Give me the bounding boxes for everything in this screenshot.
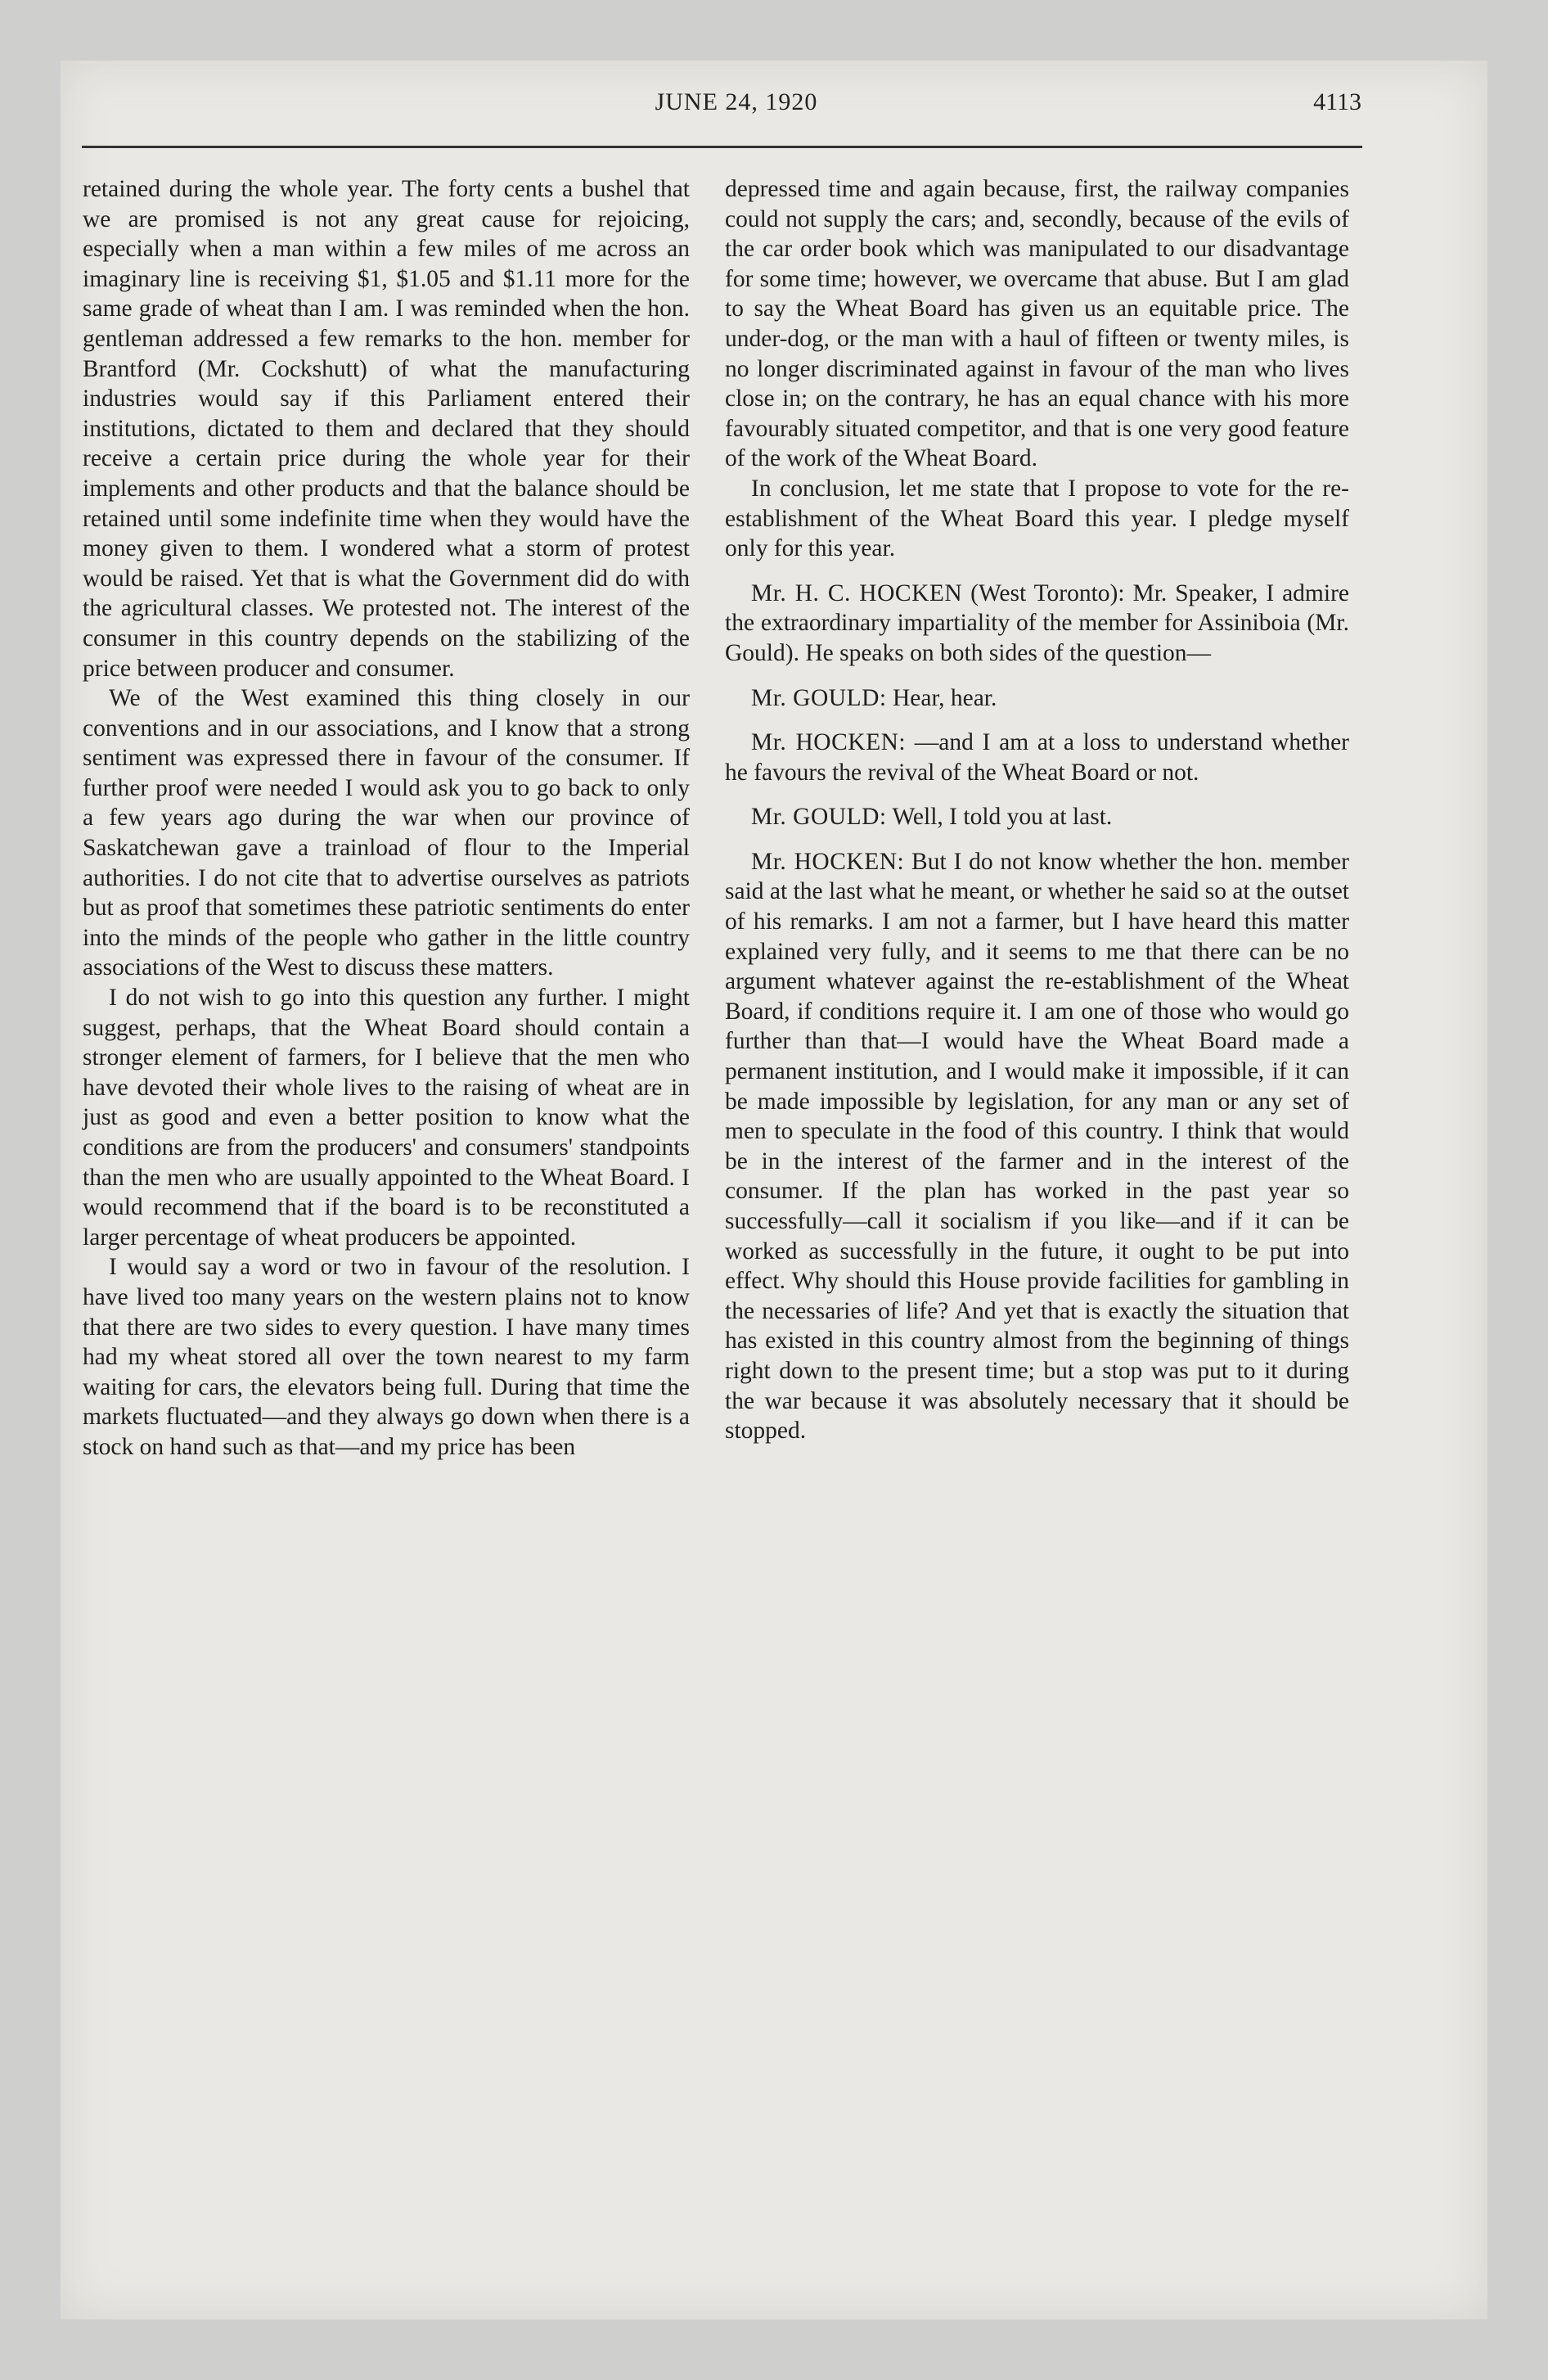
- speaker-name: Mr. GOULD:: [751, 684, 887, 711]
- header-rule: [82, 146, 1362, 148]
- speaker-name: Mr. HOCKEN:: [751, 848, 905, 875]
- header-date: JUNE 24, 1920: [655, 88, 818, 115]
- right-paragraph-6: [725, 802, 1349, 832]
- speaker-name: Mr. HOCKEN:: [751, 729, 907, 756]
- right-paragraph-5: [725, 728, 1349, 787]
- left-paragraph-4: I would say a word or two in favour of the resolution. I have lived too many years on the western plains not to know that there are two sides to every question. I have many times had my wheat stored all over the town nearest to my farm waiting for cars, the elevators being full. During that time the markets fluctuated—and they always go down when there is a stock on hand such as that—and my price has been: [83, 1254, 690, 1460]
- speaker-name: Mr. H. C. HOCKEN: [751, 579, 963, 606]
- speech-text: Hear, hear.: [886, 684, 997, 711]
- speech-text: —and I am at a loss to understand whether he favours the revival of the Wheat Board or not.: [725, 729, 1349, 786]
- speaker-name: Mr. GOULD:: [751, 804, 887, 831]
- speech-text: (West Toronto): Mr. Speaker, I admire the extraordinary impartiality of the member for Assiniboia (Mr. Gould). He speaks on both sides of the question—: [725, 579, 1349, 666]
- right-paragraph-3: [725, 579, 1349, 669]
- left-paragraph-1: retained during the whole year. The forty cents a bushel that we are promised is not any great cause for rejoicing, especially when a man within a few miles of me across an imaginary line is receiving $1, $1.05 and $1.11 more for the same grade of wheat than I am. I was reminded when the hon. gentleman addressed a few remarks to the hon. member for Brantford (Mr. Cockshutt) of what the manufacturing industries would say if this Parliament entered their institutions, dictated to them and declared that they should receive a certain price during the whole year for their implements and other products and that the balance should be retained until some indefinite time when they would have the money given to them. I wondered what a storm of protest would be raised. Yet that is what the Government did do with the agricultural classes. We protested not. The interest of the consumer in this country depends on the stabilizing of the price between producer and consumer.: [83, 176, 690, 682]
- right-paragraph-2: In conclusion, let me state that I propose to vote for the re-establishment of the Wheat Board this year. I pledge myself only for this year.: [725, 475, 1349, 562]
- page-number: 4113: [1313, 88, 1361, 115]
- right-paragraph-4: [725, 683, 1349, 714]
- speech-text: But I do not know whether the hon. member said at the last what he meant, or whether he said so at the outset of his remarks. I am not a farmer, but I have heard this matter explained very fully, and it seems to me that there can be no argument whatever against the re-establishment of the Wheat Board, if conditions require it. I am one of those who would go further than that—I would have the Wheat Board made a permanent institution, and I would make it impossible, if it can be made impossible by legislation, for any man or any set of men to speculate in the food of this country. I think that would be in the interest of the farmer and in the interest of the consumer. If the plan has worked in the past year so successfully—call it socialism if you like—and if it can be worked as successfully in the future, it ought to be put into effect. Why should this House provide facilities for gambling in the necessaries of life? And yet that is exactly the situation that has existed in this country almost from the beginning of things right down to the present time; but a stop was put to it during the war because it was absolutely necessary that it should be stopped.: [725, 848, 1349, 1445]
- left-paragraph-3: I do not wish to go into this question any further. I might suggest, perhaps, that the Wheat Board should contain a stronger element of farmers, for I believe that the men who have devoted their whole lives to the raising of wheat are in just as good and even a better position to know what the conditions are from the producers' and consumers' standpoints than the men who are usually appointed to the Wheat Board. I would recommend that if the board is to be reconstituted a larger percentage of wheat producers be appointed.: [83, 985, 690, 1251]
- speech-text: Well, I told you at last.: [886, 804, 1113, 831]
- page-header: [82, 88, 1391, 129]
- right-paragraph-1: depressed time and again because, first, the railway companies could not supply the cars; and, secondly, because of the evils of the car order book which was manipulated to our disadvantage for some time; however, we overcame that abuse. But I am glad to say the Wheat Board has given us an equitable price. The under-dog, or the man with a haul of fifteen or twenty miles, is no longer discriminated against in favour of the man who lives close in; on the contrary, he has an equal chance with his more favourably situated competitor, and that is one very good feature of the work of the Wheat Board.: [725, 176, 1349, 472]
- left-paragraph-2: We of the West examined this thing closely in our conventions and in our associations, and I know that a strong sentiment was expressed there in favour of the consumer. If further proof were needed I would ask you to go back to only a few years ago during the war when our province of Saskatchewan gave a trainload of flour to the Imperial authorities. I do not cite that to advertise ourselves as patriots but as proof that sometimes these patriotic sentiments do enter into the minds of the people who gather in the little country associations of the West to discuss these matters.: [83, 685, 690, 981]
- right-paragraph-7: [725, 847, 1349, 1446]
- left-column: [83, 174, 690, 1463]
- right-column: [725, 174, 1349, 1446]
